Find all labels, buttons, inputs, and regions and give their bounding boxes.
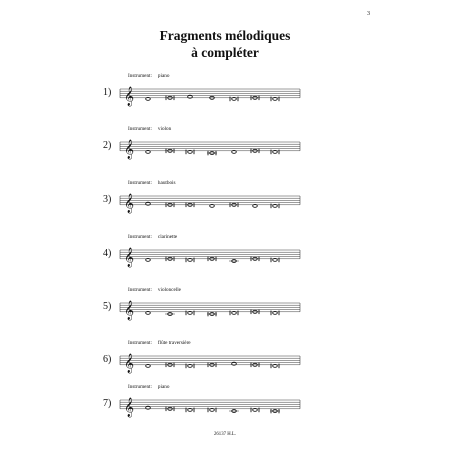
- double-whole-note: [271, 258, 280, 263]
- whole-note: [253, 204, 258, 207]
- exercise-4: [0, 234, 450, 284]
- exercise-number: 1): [103, 87, 112, 99]
- instrument-name: violon: [157, 126, 172, 132]
- whole-note: [146, 258, 151, 261]
- catalog-number: 26137 H.L.: [214, 432, 236, 437]
- instrument-caption: Instrument:: [128, 73, 152, 79]
- double-whole-note: [230, 311, 239, 316]
- double-whole-note: [271, 311, 280, 316]
- whole-note: [210, 204, 215, 207]
- whole-note: [146, 406, 151, 409]
- instrument-name: piano: [157, 73, 170, 79]
- music-staff: [120, 287, 304, 327]
- double-whole-note: [271, 204, 280, 209]
- whole-note: [146, 311, 151, 314]
- instrument-caption: Instrument:: [128, 126, 152, 132]
- treble-clef-icon: 𝄞: [124, 193, 135, 214]
- exercise-5: [0, 287, 450, 337]
- double-whole-note: [186, 311, 195, 316]
- whole-note: [229, 410, 239, 413]
- whole-note: [146, 150, 151, 153]
- double-whole-note: [207, 312, 217, 317]
- instrument-name: hautbois: [157, 180, 176, 186]
- instrument-name: clarinette: [157, 234, 178, 240]
- double-whole-note: [271, 364, 280, 369]
- whole-note: [232, 362, 237, 365]
- whole-note: [146, 364, 151, 367]
- double-whole-note: [251, 408, 260, 413]
- treble-clef-icon: 𝄞: [124, 300, 135, 321]
- treble-clef-icon: 𝄞: [124, 353, 135, 374]
- music-staff: [120, 126, 304, 166]
- double-whole-note: [271, 150, 280, 155]
- exercise-number: 3): [103, 194, 112, 206]
- instrument-caption: Instrument:: [128, 287, 152, 293]
- music-staff: [120, 180, 304, 220]
- exercise-7: [0, 384, 450, 434]
- exercise-6: [0, 340, 450, 390]
- music-staff: [120, 384, 304, 424]
- double-whole-note: [207, 151, 217, 156]
- whole-note: [229, 260, 239, 263]
- title-line-2: à compléter: [191, 45, 259, 60]
- exercise-number: 4): [103, 248, 112, 260]
- instrument-caption: Instrument:: [128, 384, 152, 390]
- instrument-name: piano: [157, 384, 170, 390]
- music-staff: [120, 340, 304, 380]
- exercise-number: 5): [103, 301, 112, 313]
- instrument-caption: Instrument:: [128, 180, 152, 186]
- whole-note: [188, 95, 193, 98]
- exercise-2: [0, 126, 450, 176]
- instrument-name: violoncelle: [157, 287, 181, 293]
- music-staff: [120, 73, 304, 113]
- double-whole-note: [270, 409, 280, 414]
- whole-note: [165, 313, 175, 316]
- instrument-caption: Instrument:: [128, 234, 152, 240]
- exercise-3: [0, 180, 450, 230]
- exercise-number: 2): [103, 140, 112, 152]
- title-line-1: Fragments mélodiques: [159, 28, 291, 43]
- treble-clef-icon: 𝄞: [124, 86, 135, 107]
- exercise-number: 7): [103, 398, 112, 410]
- double-whole-note: [186, 364, 195, 369]
- exercise-1: [0, 73, 450, 123]
- whole-note: [232, 150, 237, 153]
- double-whole-note: [230, 97, 239, 102]
- music-staff: [120, 234, 304, 274]
- treble-clef-icon: 𝄞: [124, 139, 135, 160]
- instrument-name: flûte traversière: [157, 340, 191, 346]
- whole-note: [146, 97, 151, 100]
- treble-clef-icon: 𝄞: [124, 397, 135, 418]
- page-number: 3: [367, 11, 370, 17]
- double-whole-note: [208, 408, 217, 413]
- double-whole-note: [186, 150, 195, 155]
- treble-clef-icon: 𝄞: [124, 247, 135, 268]
- double-whole-note: [186, 258, 195, 263]
- whole-note: [146, 202, 151, 205]
- instrument-caption: Instrument:: [128, 340, 152, 346]
- exercise-number: 6): [103, 354, 112, 366]
- page-title: [0, 27, 450, 61]
- double-whole-note: [186, 408, 195, 413]
- double-whole-note: [271, 97, 280, 102]
